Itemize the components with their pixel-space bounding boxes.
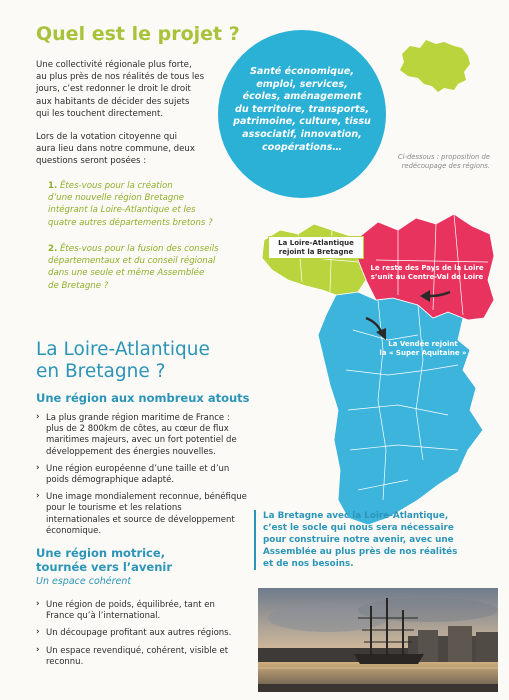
question-number: 1. xyxy=(48,181,58,191)
list-item: › La plus grande région maritime de France : plus de 2 800km de côtes, au cœur de flux maritimes majeurs, avec un fort potentiel de développement des énergies nouvelles. xyxy=(36,413,248,458)
map-region-aquitaine xyxy=(318,292,483,525)
callout-line: et de nos besoins. xyxy=(263,559,354,569)
question-line: Êtes-vous pour la création xyxy=(59,181,173,191)
bubble-line: emploi, services, xyxy=(256,78,348,90)
atouts-list xyxy=(36,413,248,543)
intro-line: qui les touchent directement. xyxy=(36,108,164,119)
motrice-list xyxy=(36,600,236,674)
intro-paragraph xyxy=(36,59,226,120)
list-item: › Une image mondialement reconnue, bénéfique pour le tourisme et les relations internationales et source de développement économique. xyxy=(36,492,248,537)
question-line: départementaux et du conseil régional xyxy=(48,256,216,267)
atouts-heading: Une région aux nombreux atouts xyxy=(36,391,250,405)
bubble-line: écoles, aménagement xyxy=(242,91,362,103)
intro-line: au plus près de nos réalités de tous les xyxy=(36,72,205,83)
caption-line: redécoupage des régions. xyxy=(401,162,490,170)
question-line: dans une seule et même Assemblée xyxy=(48,268,205,279)
bubble-line: Santé économique, xyxy=(250,66,354,77)
question-line: intégrant la Loire-Atlantique et les xyxy=(48,205,196,216)
callout-line: pour construire notre avenir, avec une xyxy=(263,535,454,545)
map-caption xyxy=(330,153,490,171)
intro-line: aux habitants de décider des sujets xyxy=(36,96,190,107)
list-item: › Une région européenne d’une taille et d’un poids démographique adapté. xyxy=(36,464,248,486)
callout-quote xyxy=(254,510,501,570)
question-line: quatre autres départements bretons ? xyxy=(48,217,213,228)
section-title-loire xyxy=(36,339,210,383)
question-number: 2. xyxy=(48,244,58,254)
question-2 xyxy=(48,243,253,292)
bubble-line: patrimoine, culture, tissu xyxy=(233,116,371,128)
vote-line: Lors de la votation citoyenne qui xyxy=(36,132,177,142)
map-label-vendee: La Vendée rejoint la « Super Aquitaine » xyxy=(379,340,467,357)
themes-bubble-text xyxy=(226,66,378,154)
title-line: en Bretagne ? xyxy=(36,361,166,382)
motrice-heading xyxy=(36,546,172,574)
list-item: › Un espace revendiqué, cohérent, visible et reconnu. xyxy=(36,646,236,668)
bubble-line: coopérations… xyxy=(261,141,343,153)
harbor-photo xyxy=(258,588,498,692)
map-label-centre: Le reste des Pays de la Loire s’unit au Centre-Val de Loire xyxy=(370,264,484,281)
callout-line: La Bretagne avec la Loire-Atlantique, xyxy=(263,511,449,521)
bubble-line: associatif, innovation, xyxy=(242,128,362,140)
callout-line: Assemblée au plus près de nos réalités xyxy=(263,547,458,557)
caption-line: Ci-dessous : proposition de xyxy=(397,153,490,161)
section-title-projet: Quel est le projet ? xyxy=(36,23,240,45)
vote-line: aura lieu dans notre commune, deux xyxy=(36,144,195,155)
heading-line: Une région motrice, xyxy=(36,546,166,560)
bretagne-silhouette-icon xyxy=(396,34,476,96)
question-line: d’une nouvelle région Bretagne xyxy=(48,193,185,204)
question-line: Êtes-vous pour la fusion des conseils xyxy=(59,244,219,254)
vote-line: questions seront posées : xyxy=(36,156,147,167)
callout-line: c’est le socle qui nous sera nécessaire xyxy=(263,523,454,533)
question-1 xyxy=(48,180,253,229)
list-item: › Un découpage profitant aux autres régions. xyxy=(36,628,236,639)
intro-line: Une collectivité régionale plus forte, xyxy=(36,60,192,70)
bubble-line: du territoire, transports, xyxy=(234,103,370,115)
heading-line: tournée vers l’avenir xyxy=(36,560,173,574)
vote-paragraph xyxy=(36,131,226,168)
intro-line: jours, c’est redonner le droit le droit xyxy=(36,84,191,95)
list-item: › Une région de poids, équilibrée, tant en France qu’à l’international. xyxy=(36,600,236,622)
motrice-subheading: Un espace cohérent xyxy=(36,576,132,587)
map-region-bretagne xyxy=(262,224,366,295)
question-line: de Bretagne ? xyxy=(48,280,109,291)
map-label-bretagne: La Loire-Atlantique rejoint la Bretagne xyxy=(268,236,364,259)
title-line: La Loire-Atlantique xyxy=(36,339,210,360)
